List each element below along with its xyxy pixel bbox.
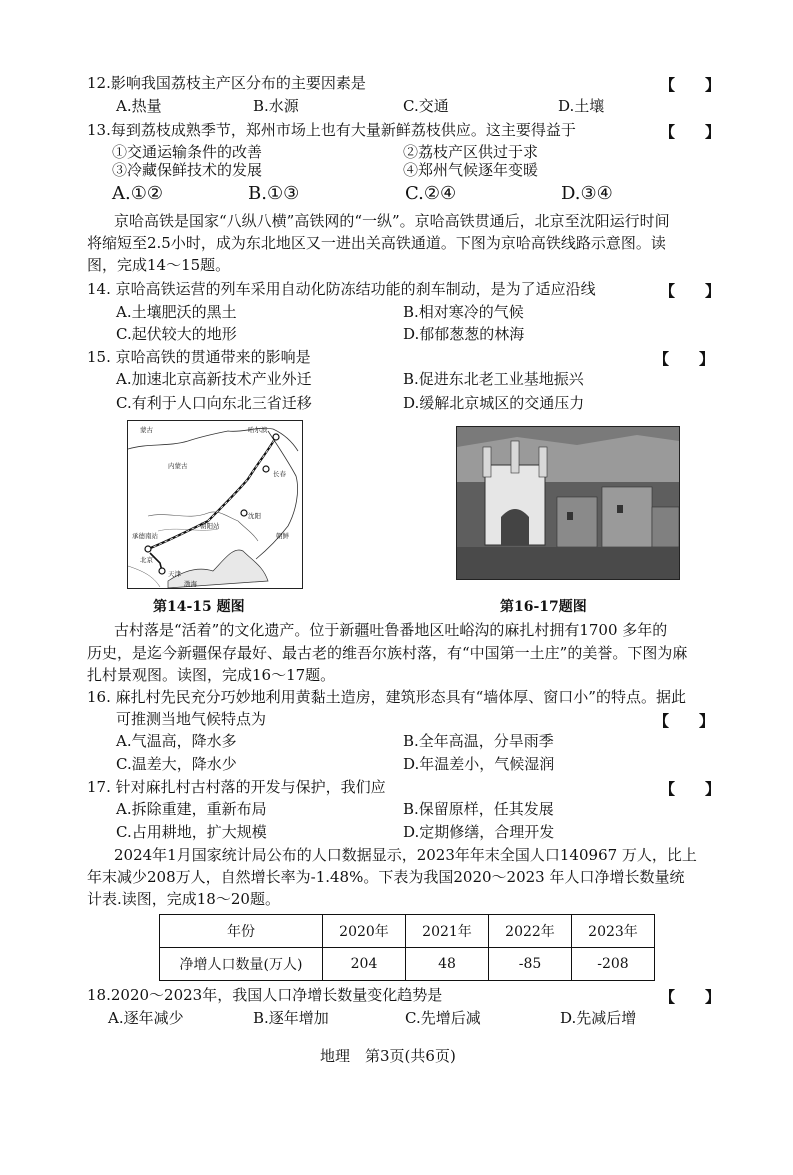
q13-item-1: ①交通运输条件的改善 [112, 143, 263, 161]
changchun-marker [263, 466, 269, 472]
q14-answer-bracket[interactable]: 【 】 [660, 282, 721, 300]
q15-option-c[interactable]: C.有利于人口向东北三省迁移 [116, 394, 312, 412]
table-header-row [160, 915, 655, 948]
map-label-beijing: 北京 [140, 556, 153, 564]
q13-option-b[interactable]: B.①③ [248, 183, 300, 204]
tianjin-marker [159, 568, 165, 574]
q18-option-a[interactable]: A.逐年减少 [108, 1009, 184, 1027]
mosque-arch [501, 509, 529, 545]
q14-option-d[interactable]: D.郁郁葱葱的林海 [403, 325, 525, 343]
village-photo-drawing [457, 427, 679, 579]
map-drawing [128, 421, 302, 588]
q15-option-a[interactable]: A.加速北京高新技术产业外迁 [116, 370, 312, 388]
q13-answer-bracket[interactable]: 【 】 [660, 123, 721, 141]
intro-14-15-line-1: 京哈高铁是国家“八纵八横”高铁网的“一纵”。京哈高铁贯通后，北京至沈阳运行时间 [114, 212, 670, 230]
intro-18-20-line-3: 计表.读图，完成18～20题。 [87, 890, 280, 908]
q12-option-d[interactable]: D.土壤 [558, 97, 605, 115]
table-value-cell: -85 [489, 948, 572, 981]
page-footer: 地理 第3页(共6页) [320, 1047, 456, 1065]
q14-option-c[interactable]: C.起伏较大的地形 [116, 325, 237, 343]
coast-line [128, 566, 160, 587]
q16-option-c[interactable]: C.温差大，降水少 [116, 755, 237, 773]
q12-answer-bracket[interactable]: 【 】 [660, 76, 721, 94]
q13-item-3: ③冷藏保鲜技术的发展 [112, 161, 263, 179]
q17-stem: 17. 针对麻扎村古村落的开发与保护，我们应 [87, 778, 386, 796]
map-caption: 第14-15 题图 [153, 599, 245, 615]
intro-14-15-line-2: 将缩短至2.5小时，成为东北地区又一进出关高铁通道。下图为京哈高铁线路示意图。读 [87, 234, 666, 252]
q12-option-c[interactable]: C.交通 [403, 97, 449, 115]
railway-dash [148, 437, 276, 549]
map-label-chaoyangzhan: 朝阳站 [200, 522, 220, 530]
mosque-minaret-left [483, 447, 491, 477]
photo-caption: 第16-17题图 [500, 599, 587, 615]
q15-option-b[interactable]: B.促进东北老工业基地振兴 [403, 370, 584, 388]
q12-option-a[interactable]: A.热量 [116, 97, 162, 115]
map-label-changchun: 长春 [273, 470, 286, 478]
table-value-cell: -208 [572, 948, 655, 981]
q18-option-b[interactable]: B.逐年增加 [253, 1009, 329, 1027]
q15-option-d[interactable]: D.缓解北京城区的交通压力 [403, 394, 585, 412]
q12-option-b[interactable]: B.水源 [253, 97, 299, 115]
small-window-1 [567, 512, 573, 520]
intro-14-15-line-3: 图，完成14～15题。 [87, 256, 231, 274]
table-value-cell: 48 [406, 948, 489, 981]
q13-stem: 13.每到荔枝成熟季节，郑州市场上也有大量新鲜荔枝供应。这主要得益于 [87, 121, 576, 139]
q12-stem: 12.影响我国荔枝主产区分布的主要因素是 [87, 74, 366, 92]
intro-16-17-line-1: 古村落是“活着”的文化遗产。位于新疆吐鲁番地区吐峪沟的麻扎村拥有1700 多年的 [114, 621, 668, 639]
q16-option-b[interactable]: B.全年高温，分旱雨季 [403, 732, 554, 750]
map-label-shenyang: 沈阳 [248, 512, 261, 520]
table-value-cell: 204 [323, 948, 406, 981]
shenyang-marker [241, 510, 247, 516]
q16-option-a[interactable]: A.气温高，降水多 [116, 732, 237, 750]
foreground-wall [457, 547, 679, 579]
table-year-cell: 2022年 [489, 915, 572, 948]
map-label-haerbin: 哈尔滨 [248, 426, 268, 434]
q14-option-a[interactable]: A.土壤肥沃的黑土 [116, 303, 237, 321]
bohai-sea [168, 550, 268, 588]
q13-option-c[interactable]: C.②④ [405, 183, 457, 204]
map-label-chengde: 承德南站 [132, 532, 158, 540]
map-label-tianjin: 天津 [168, 570, 181, 578]
q14-stem: 14. 京哈高铁运营的列车采用自动化防冻结功能的刹车制动，是为了适应沿线 [87, 280, 596, 298]
intro-16-17-line-2: 历史，是迄今新疆保存最好、最古老的维吾尔族村落，有“中国第一土庄”的美誉。下图为麻 [87, 644, 688, 662]
mud-house-3 [652, 507, 679, 547]
q13-option-d[interactable]: D.③④ [561, 183, 613, 204]
q18-answer-bracket[interactable]: 【 】 [660, 988, 721, 1006]
q18-stem: 18.2020～2023年，我国人口净增长数量变化趋势是 [87, 986, 443, 1004]
q18-option-c[interactable]: C.先增后减 [405, 1009, 481, 1027]
table-header-label: 年份 [160, 915, 323, 948]
jinghai-railway-line [148, 437, 276, 549]
table-row-label: 净增人口数量(万人) [160, 948, 323, 981]
map-label-neimenggu: 内蒙古 [168, 462, 188, 470]
intro-18-20-line-2: 年末减少208万人，自然增长率为-1.48%。下表为我国2020～2023 年人口净增长数量统 [87, 868, 685, 886]
q15-answer-bracket[interactable]: 【 】 [654, 350, 715, 368]
intro-16-17-line-3: 扎村景观图。读图，完成16～17题。 [87, 666, 336, 684]
mazha-village-photo [456, 426, 680, 580]
mud-house-1 [557, 497, 597, 547]
map-label-bohai: 渤海 [184, 580, 197, 588]
q17-answer-bracket[interactable]: 【 】 [660, 780, 721, 798]
mosque-minaret-middle [511, 441, 519, 473]
q15-stem: 15. 京哈高铁的贯通带来的影响是 [87, 348, 311, 366]
q13-item-4: ④郑州气候逐年变暖 [403, 161, 539, 179]
small-window-2 [617, 505, 623, 513]
beijing-marker [145, 546, 151, 552]
border-line-north [128, 428, 298, 451]
q16-answer-bracket[interactable]: 【 】 [654, 712, 715, 730]
table-year-cell: 2020年 [323, 915, 406, 948]
q16-stem-line-2: 可推测当地气候特点为 [116, 710, 267, 728]
q13-item-2: ②荔枝产区供过于求 [403, 143, 539, 161]
mud-house-2 [602, 487, 652, 547]
table-year-cell: 2021年 [406, 915, 489, 948]
map-label-chaoxian: 朝鲜 [276, 532, 289, 540]
population-growth-table [159, 914, 655, 981]
map-label-menggu: 蒙古 [140, 426, 153, 434]
table-year-cell: 2023年 [572, 915, 655, 948]
mosque-minaret-right [539, 447, 547, 477]
q17-option-b[interactable]: B.保留原样，任其发展 [403, 800, 554, 818]
jinghai-railway-map [127, 420, 303, 589]
q17-option-d[interactable]: D.定期修缮，合理开发 [403, 823, 555, 841]
q16-stem-line-1: 16. 麻扎村先民充分巧妙地利用黄黏土造房，建筑形态具有“墙体厚、窗口小”的特点。据此 [87, 688, 686, 706]
q17-option-c[interactable]: C.占用耕地，扩大规模 [116, 823, 267, 841]
haerbin-marker [273, 434, 279, 440]
intro-18-20-line-1: 2024年1月国家统计局公布的人口数据显示，2023年年末全国人口140967 万人，比上 [114, 846, 697, 864]
q13-option-a[interactable]: A.①② [112, 183, 163, 204]
table-row [160, 948, 655, 981]
q16-option-d[interactable]: D.年温差小，气候湿润 [403, 755, 555, 773]
q14-option-b[interactable]: B.相对寒冷的气候 [403, 303, 524, 321]
q18-option-d[interactable]: D.先减后增 [560, 1009, 637, 1027]
q17-option-a[interactable]: A.拆除重建，重新布局 [116, 800, 267, 818]
